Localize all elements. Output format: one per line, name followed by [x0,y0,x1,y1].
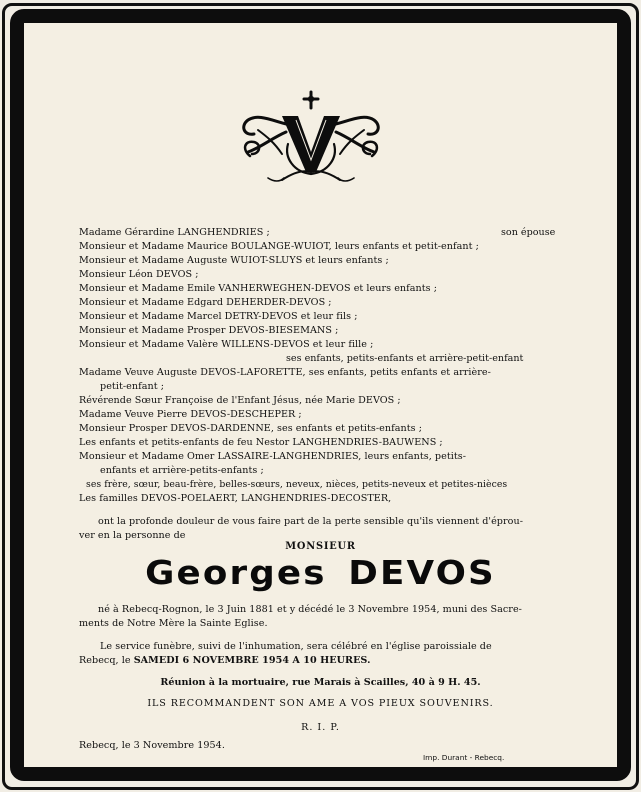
deceased-first-name: Georges [145,553,327,592]
birth-death-line-2: ments de Notre Mère la Sainte Eglise. [79,618,268,629]
family-line-6: Monsieur et Madame Edgard DEHERDER-DEVOS ; [79,297,332,308]
printer-credit: Imp. Durant - Rebecq. [423,753,505,762]
family-line-12: petit-enfant ; [100,381,164,392]
recommendation: ILS RECOMMANDENT SON AME A VOS PIEUX SOUVENIRS. [147,698,494,709]
family-line-16: Les enfants et petits-enfants de feu Nestor LANGHENDRIES-BAUWENS ; [79,437,443,448]
place-date: Rebecq, le 3 Novembre 1954. [79,740,225,751]
service-line-2-prefix: Rebecq, le [79,655,131,666]
family-line-19: ses frère, sœur, beau-frère, belles-sœurs, neveux, nièces, petits-neveux et petites-nièces [86,479,508,490]
family-line-9: Monsieur et Madame Valère WILLENS-DEVOS et leur fille ; [79,339,374,350]
announcement-line-1: ont la profonde douleur de vous faire part de la perte sensible qu'ils viennent d'éprou- [98,516,523,527]
family-line-11: Madame Veuve Auguste DEVOS-LAFORETTE, ses enfants, petits enfants et arrière- [79,367,491,378]
family-line-14: Madame Veuve Pierre DEVOS-DESCHEPER ; [79,409,302,420]
family-line-18: enfants et arrière-petits-enfants ; [100,465,264,476]
deceased-name [0,553,641,592]
service-date: SAMEDI 6 NOVEMBRE 1954 A 10 HEURES. [133,655,371,666]
family-line-10: ses enfants, petits-enfants et arrière-petit-enfant [286,353,524,364]
announcement-line-2: ver en la personne de [79,530,186,541]
family-line-13: Révérende Sœur Françoise de l'Enfant Jésus, née Marie DEVOS ; [79,395,401,406]
rip: R. I. P. [301,722,340,733]
meeting-info: Réunion à la mortuaire, rue Marais à Scailles, 40 à 9 H. 45. [160,677,481,688]
family-line-8: Monsieur et Madame Prosper DEVOS-BIESEMANS ; [79,325,339,336]
family-line-1-suffix: son épouse [501,227,556,238]
family-line-2: Monsieur et Madame Maurice BOULANGE-WUIOT, leurs enfants et petit-enfant ; [79,241,479,252]
service-line-1: Le service funèbre, suivi de l'inhumation, sera célébré en l'église paroissiale de [100,641,492,652]
family-line-15: Monsieur Prosper DEVOS-DARDENNE, ses enfants et petits-enfants ; [79,423,422,434]
family-line-20: Les familles DEVOS-POELAERT, LANGHENDRIES-DECOSTER, [79,493,392,504]
cross-monogram-icon [238,86,384,192]
family-line-7: Monsieur et Madame Marcel DETRY-DEVOS et leur fils ; [79,311,358,322]
deceased-title: MONSIEUR [285,541,356,552]
deceased-last-name: DEVOS [348,553,496,592]
family-line-3: Monsieur et Madame Auguste WUIOT-SLUYS et leurs enfants ; [79,255,389,266]
family-line-17: Monsieur et Madame Omer LASSAIRE-LANGHENDRIES, leurs enfants, petits- [79,451,467,462]
family-line-1: Madame Gérardine LANGHENDRIES ; [79,227,270,238]
service-line-2 [79,655,370,667]
family-line-4: Monsieur Léon DEVOS ; [79,269,199,280]
family-line-5: Monsieur et Madame Emile VANHERWEGHEN-DEVOS et leurs enfants ; [79,283,438,294]
birth-death-line-1: né à Rebecq-Rognon, le 3 Juin 1881 et y décédé le 3 Novembre 1954, muni des Sacre- [98,604,522,615]
